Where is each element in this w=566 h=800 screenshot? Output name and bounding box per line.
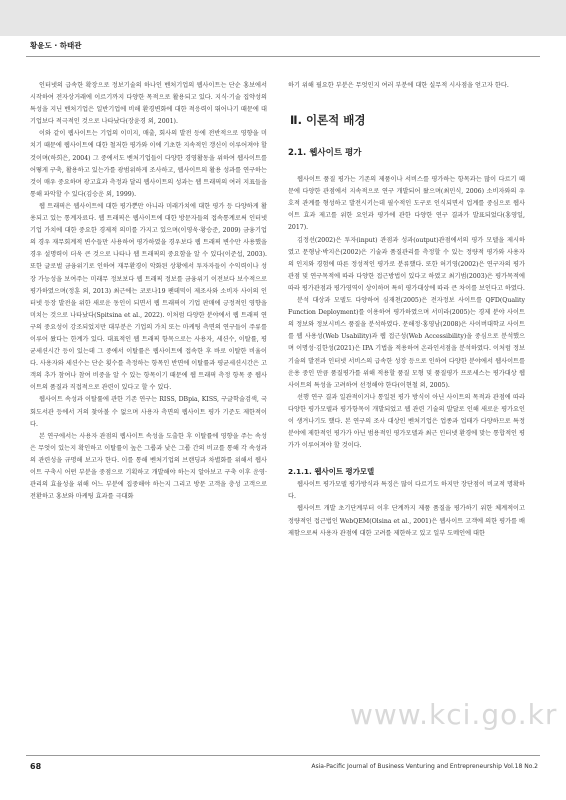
subsubsection-heading: 2.1.1. 웹사이트 평가모델 bbox=[288, 467, 375, 477]
body-paragraph: 웹사이트 평가모델 평가방식과 특징은 많이 다르기도 하지만 장단점이 비교적 명확하다. bbox=[288, 481, 525, 501]
left-column bbox=[30, 80, 267, 503]
right-column bbox=[288, 80, 525, 540]
body-paragraph: 선행 연구 결과 일관적이거나 통일된 평가 방식이 아닌 사이트의 목적과 관점에 따라 다양한 평가모델과 평가항목이 개발되었고 웹 관련 기술의 발달로 인해 새로운 평가요인이 생겨나기도 했다. 본 연구의 조사 대상인 벤처기업은 업종과 업태가 다양하므로 특정 분야에 제한적인 평가가 아닌 범용적인 평가모델과 최근 인터넷 환경에 맞는 통합적인 평가가 이루어져야 할 것이다. bbox=[288, 393, 525, 450]
footer-rule bbox=[26, 755, 540, 756]
body-paragraph: 김정선(2002)은 투자(input) 관점과 성과(output)관점에서의 평가 모델을 제시하였고 문형남·박지은(2002)은 기술과 품질관리를 측정할 수 있는 정량적 평가와 사용자의 인지와 경험에 따른 정성적인 평가로 분류했다. 또한 허기영(2002)은 연구자의 평가관점 및 연구목적에 따라 다양한 접근방법이 있다고 하였고 최기범(2003)은 평가목적에 따라 평가관점과 평가영역이 상이하며 특히 평가대상에 따라 큰 차이를 보인다고 하였다. bbox=[288, 236, 525, 292]
body-paragraph: 분석 대상과 모델도 다양하여 심재천(2005)은 전자정보 사이트를 QFD(Quality Function Deployment)를 이용하여 평가하였으며 서미라(2005)는 경제 분야 사이트의 정보와 정보시비스 품질을 분석하였다. 문해정·홍영남(2008)은 사이버대학교 사이트를 웹 사용성(Web Usability)과 웹 접근성(Web Accessibility)을 중심으로 분석했으며 이명성·김한성(2021)은 IPA 기법을 적용하여 온라인서점을 분석하였다. 이처럼 정보기술의 발전과 인터넷 서비스의 급속한 성장 등으로 인하여 다양한 분야에서 웹사이트를 운용 중인 만큼 품질평가를 위해 적용할 품질 모형 및 품질평가 프로세스는 평가대상 웹 사이트의 특성을 고려하여 선정해야 한다(이현철 외, 2005). bbox=[288, 297, 525, 389]
page-number: 68 bbox=[30, 762, 42, 771]
section-heading: Ⅱ. 이론적 배경 bbox=[290, 113, 366, 128]
watermark: www.kci.go.kr bbox=[350, 698, 558, 731]
body-paragraph: 하기 위해 필요한 부분은 무엇인지 여러 부분에 대한 실무적 시사점을 얻고자 한다. bbox=[288, 82, 509, 89]
body-paragraph: 웹사이트 개발 초기단계부터 이후 단계까지 제품 품질을 평가하기 위한 체계적이고 정량적인 접근법인 WebQEM(Olsina et al., 2001)은 웹사이트 고객에 의한 평가를 배제함으로써 사용자 관점에 대한 고려를 제한하고 있고 일부 도메인에 대한 bbox=[288, 505, 525, 537]
body-paragraph: 이와 같이 웹사이트는 기업의 이미지, 매출, 회사의 발전 등에 전반적으로 영향을 미치기 때문에 웹사이트에 대한 철저한 평가와 이에 기초한 지속적인 갱신이 이루어져야 할 것이며(하희은, 2004) 그 중에서도 벤처기업들이 다양한 경영활동을 위하여 웹사이트를 어떻게 구축, 활용하고 있는가를 광범위하게 조사하고, 웹사이트의 활용 성과를 연구하는 것이 매우 중요하며 광고효과 측정과 달리 웹사이트의 성과는 웹 트래픽의 여러 지표들을 통해 파악할 수 있다(김승운 외, 1999). bbox=[30, 130, 267, 198]
running-header-authors: 황윤도 · 하태관 bbox=[30, 41, 82, 50]
body-paragraph: 인터넷의 급속한 확장으로 정보기술의 하나인 벤처기업의 웹사이트는 단순 홍보에서 시작하여 전자상거래에 이르기까지 다양한 목적으로 활용되고 있다. 지식·기술 집약성의 특성을 지닌 벤처기업은 일반기업에 비해 환경변화에 대한 적응력이 뛰어나기 때문에 대기업보다 적극적인 것으로 나타났다(장윤경 외, 2001). bbox=[30, 82, 267, 126]
journal-footer: Asia-Pacific Journal of Business Venturing and Entrepreneurship Vol.18 No.2 bbox=[311, 763, 538, 770]
body-paragraph: 본 연구에서는 사용자 관점의 웹사이트 속성을 도출한 후 이탈률에 영향을 주는 속성은 무엇이 있는지 확인하고 이탈률이 높은 그룹과 낮은 그룹 간의 비교를 통해 각 속성과의 관련성을 규명해 보고자 한다. 이를 통해 벤처기업의 브랜딩과 차별화를 위해서 웹사이트 구축시 어떤 부분을 중점으로 기획하고 개발해야 하는지 알아보고 구축 이후 운영·관리의 효율성을 위해 어느 부분에 집중해야 하는지 그리고 방문 고객을 충성 고객으로 전환하고 홍보와 마케팅 효과를 극대화 bbox=[30, 432, 267, 501]
header-band bbox=[0, 0, 566, 36]
subsection-heading: 2.1. 웹사이트 평가 bbox=[288, 148, 362, 159]
header-rule bbox=[26, 56, 540, 57]
body-paragraph: 웹 트래픽은 웹사이트에 대한 평가뿐만 아니라 미래가치에 대한 평가 등 다양하게 활용되고 있는 통계자료다. 웹 트래픽은 웹사이트에 대한 방문자들의 접속통계로써 인터넷 기업 가치에 대한 중요한 경제적 의미를 가지고 있으며(이영욱·황승준, 2009) 금융기업의 경우 재무회계적 변수들만 사용하여 평가하였을 경우보다 웹 트래픽 변수만 사용했을 경우 설명력이 더욱 큰 것으로 나타나 웹 트래픽의 중요함을 알 수 있다(이준섭, 2003). 또한 글로벌 금융위기로 인하여 재무환경이 악화된 상황에서 투자자들이 수익력이나 성장 가능성을 보여주는 미래무 정보보다 웹 트래픽 정보를 금융위기 이전보다 보수적으로 평가하였으며(정훈 외, 2013) 최근에는 코로나19 팬데믹이 제조사와 소비자 사이의 인터넷 등장 발전을 위한 새로운 동인이 되면서 웹 트래픽이 기업 판매에 긍정적인 영향을 미치는 것으로 나타났다(Spitsina et al., 2022). 이처럼 다양한 분야에서 웹 트래픽 연구의 중요성이 강조되었지만 대부분은 기업의 가치 또는 마케팅 측면의 연구들이 주류를 이루어 왔다는 한계가 있다. 대표적인 웹 트래픽 항목으로는 사용자, 세션수, 이탈률, 평균세션시간 등이 있는데 그 중에서 이탈률은 웹사이트에 접속한 후 바로 이탈한 비율이다. 사용자와 세션수는 단순 횟수를 측정하는 항목인 반면에 이탈률과 평균세션시간은 고객의 추가 참여나 참여 비중을 알 수 있는 항목이기 때문에 웹 트래픽 측정 항목 중 웹사이트의 품질과 직접적으로 관련이 있다고 할 수 있다. bbox=[30, 202, 267, 392]
body-paragraph: 웹사이트 품질 평가는 기존의 제품이나 서비스를 평가하는 항목과는 많이 다르기 때문에 다양한 관점에서 지속적으로 연구 개발되어 왔으며(최민식, 2006) 소비자와의 우호적 관계를 형성하고 발전시키는데 필수적인 도구로 인식되면서 업계를 중심으로 웹사이트 효과 제고를 위한 요인과 평가에 관한 다양한 연구 결과가 발표되었다(홍영일, 2017). bbox=[288, 176, 525, 232]
body-paragraph: 웹사이트 속성과 이탈률에 관한 기존 연구는 RISS, DBpia, KISS, 구글학술검색, 국회도서관 등에서 거의 찾아볼 수 없으며 사용자 측면의 웹사이트 평가 기준도 제한적이다. bbox=[30, 396, 267, 428]
